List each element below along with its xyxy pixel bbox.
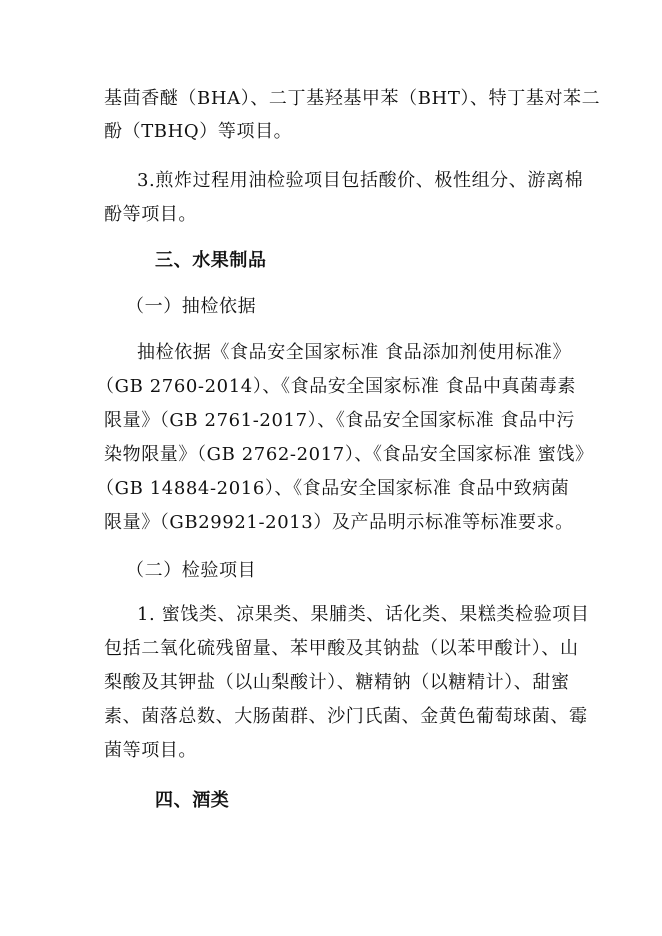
paragraph-line: 3.煎炸过程用油检验项目包括酸价、极性组分、游离棉 [137, 170, 584, 191]
paragraph-line: 1. 蜜饯类、凉果类、果脯类、话化类、果糕类检验项目 [137, 604, 590, 625]
paragraph-line: 染物限量》（GB 2762-2017）、《食品安全国家标准 蜜饯》 [104, 444, 594, 465]
subheading-inspection-items: （二）检验项目 [126, 560, 257, 581]
section-heading-fruit-products: 三、水果制品 [155, 250, 267, 271]
subheading-inspection-basis: （一）抽检依据 [126, 296, 257, 317]
paragraph-line: 包括二氧化硫残留量、苯甲酸及其钠盐（以苯甲酸计）、山 [104, 638, 579, 659]
paragraph-line: 抽检依据《食品安全国家标准 食品添加剂使用标准》 [137, 342, 572, 363]
paragraph-line: （GB 2760-2014）、《食品安全国家标准 食品中真菌毒素 [96, 376, 576, 397]
paragraph-line: 酚等项目。 [104, 204, 197, 225]
section-heading-liquor: 四、酒类 [155, 790, 230, 811]
paragraph-line: （GB 14884-2016）、《食品安全国家标准 食品中致病菌 [96, 478, 570, 499]
paragraph-line: 限量》（GB 2761-2017）、《食品安全国家标准 食品中污 [104, 410, 575, 431]
paragraph-line: 菌等项目。 [104, 740, 197, 761]
paragraph-line: 素、菌落总数、大肠菌群、沙门氏菌、金黄色葡萄球菌、霉 [104, 706, 588, 727]
paragraph-line: 基茴香醚（BHA）、二丁基羟基甲苯（BHT）、特丁基对苯二 [104, 88, 601, 109]
paragraph-line: 梨酸及其钾盐（以山梨酸计）、糖精钠（以糖精计）、甜蜜 [104, 672, 570, 693]
paragraph-line: 限量》（GB29921-2013）及产品明示标准等标准要求。 [104, 512, 574, 533]
paragraph-line: 酚（TBHQ）等项目。 [104, 121, 293, 142]
